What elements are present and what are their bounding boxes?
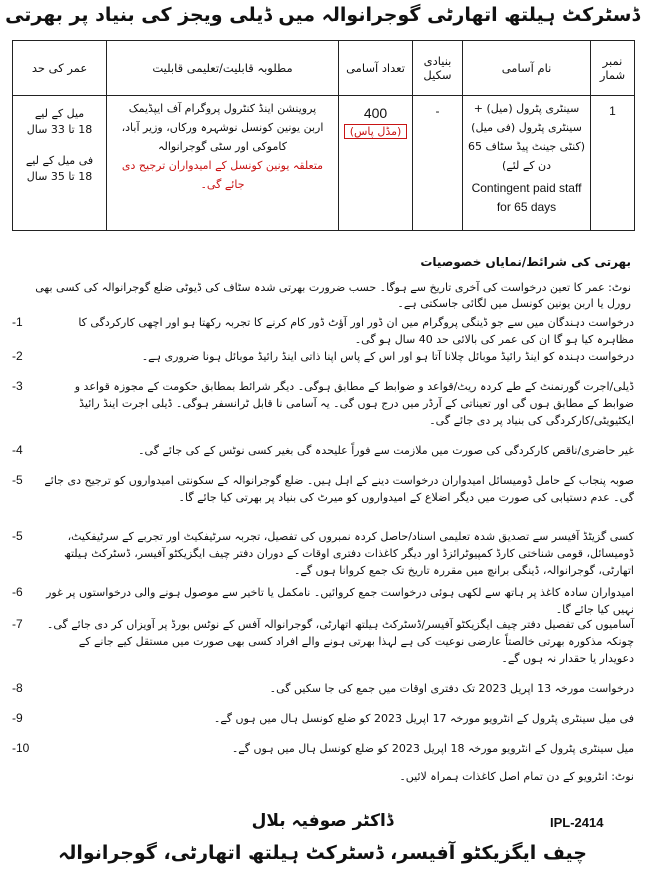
qual-line-2: اربن یونین کونسل نوشہرہ ورکاں، وزیر آباد، کاموکی اور سٹی گوجرانوالہ — [121, 121, 324, 153]
signature-title: چیف ایگزیکٹو آفیسر، ڈسٹرکٹ ہیلتھ اتھارٹی، گوجرانوالہ — [58, 842, 587, 864]
qual-line-3: متعلقہ یونین کونسل کے امیدواران ترجیح دی جائے گی۔ — [121, 159, 324, 191]
item-text: ڈیلی/اجرت گورنمنٹ کے طے کردہ ریٹ/قواعد و ضوابط کے مطابق ہوگی۔ دیگر شرائط بمطابق حکومت کے مجوزہ قواعد و ضوابط کے مطابق ہوں گی اور تعیناتی کے آرڈر میں درج ہوں گی۔ یہ آسامی نا قابل ٹرانسفر ہوگی۔ ڈیلی اجرت اینڈ رائیڈ ایکٹیویٹی/کارکردگی کی بنیاد پر دی جائے گی۔ — [74, 380, 634, 427]
list-item — [12, 378, 634, 429]
post-line-1: سینٹری پٹرول (میل) + — [473, 102, 580, 115]
item-text: میل سینٹری پٹرول کے انٹرویو مورخہ 18 اپریل 2023 کو ضلع کونسل ہال میں ہوں گے۔ — [231, 742, 634, 755]
header-scale: بنیادی سکیل — [413, 41, 463, 96]
cell-age — [13, 96, 107, 231]
qual-line-1: پروینشن اینڈ کنٹرول پروگرام آف ایپڈیمک — [128, 102, 317, 115]
item-number: -3 — [12, 379, 23, 393]
page-title: ڈسٹرکٹ ہیلتھ اتھارٹی گوجرانوالہ میں ڈیلی ویجز کی بنیاد پر بھرتی — [5, 4, 640, 26]
item-number: -7 — [12, 617, 23, 631]
header-post: نام آسامی — [463, 41, 591, 96]
cell-post — [463, 96, 591, 231]
header-qualification: مطلوبہ قابلیت/تعلیمی قابلیت — [107, 41, 339, 96]
count-qualification-badge: (مڈل پاس) — [344, 124, 408, 139]
cell-qualification — [107, 96, 339, 231]
cell-scale — [413, 96, 463, 231]
item-number: -2 — [12, 349, 23, 363]
item-number: -6 — [12, 585, 23, 599]
item-text: صوبہ پنجاب کے حامل ڈومیسائل امیدواران درخواست دینے کے اہل ہیں۔ ضلع گوجرانوالہ کے سکونتی امیدواروں کو ترجیح دی جائے گی۔ عدم دستیابی کی صورت میں دیگر اضلاع کے امیدواروں کو میرٹ کی بنیاد پر بھرتی کیا جائے گا۔ — [44, 474, 634, 504]
post-english: Contingent paid staff for 65 days — [471, 181, 582, 214]
item-text: امیدواران سادہ کاغذ پر ہاتھ سے لکھی ہوئی درخواست جمع کروائیں۔ نامکمل یا تاخیر سے موصول ہونے والی درخواستوں پر غور نہیں کیا جائے گا۔ — [46, 586, 634, 616]
item-text: درخواست دہندہ کو اینڈ رائیڈ موبائل چلانا آتا ہو اور اس کے پاس اپنا ذاتی اینڈ رائیڈ موبائل ہونا ضروری ہے۔ — [141, 350, 634, 363]
header-serial: نمبر شمار — [591, 41, 635, 96]
age-female-value: 18 تا 35 سال — [26, 170, 93, 183]
serial-value: 1 — [609, 104, 616, 118]
item-number: -10 — [12, 741, 30, 755]
list-item — [12, 472, 634, 506]
item-number: -8 — [12, 681, 23, 695]
item-number: -9 — [12, 711, 23, 725]
list-item — [12, 528, 634, 579]
age-female-label: فی میل کے لیے — [25, 154, 94, 167]
table-row — [13, 96, 635, 231]
cell-count — [339, 96, 413, 231]
item-number: -5 — [12, 529, 23, 543]
list-item — [12, 710, 634, 727]
post-line-2: سینٹری پٹرول (فی میل) — [471, 121, 582, 134]
list-item — [12, 584, 634, 618]
note-bottom-text: نوٹ: انٹرویو کے دن تمام اصل کاغذات ہمراہ لائیں۔ — [399, 770, 634, 783]
ipl-number: IPL-2414 — [550, 815, 604, 830]
item-text: کسی گزیٹڈ آفیسر سے تصدیق شدہ تعلیمی اسناد/حاصل کردہ نمبروں کی تفصیل، تجربہ سرٹیفکیٹ اور تجربے کے سرٹیفکیٹ، ڈومیسائل، قومی شناختی کارڈ کمپیوٹرائزڈ اور دیگر کاغذات دفتری اوقات کے دوران دفتر چیف ایگزیکٹو آفیسر، ڈسٹرکٹ ہیلتھ اتھارٹی، گوجرانوالہ، ڈینگی برانچ میں مقررہ تاریخ تک جمع کروانا ہوں گے۔ — [64, 530, 634, 577]
note-top: نوٹ: عمر کا تعین درخواست کی آخری تاریخ سے ہوگا۔ حسب ضرورت بھرتی شدہ سٹاف کی ڈیوٹی ضلع گوجرانوالہ کی کسی بھی رورل یا اربن یونین کونسل میں لگائی جاسکتی ہے۔ — [35, 281, 631, 310]
header-age: عمر کی حد — [13, 41, 107, 96]
item-text: آسامیوں کی تفصیل دفتر چیف ایگزیکٹو آفیسر/ڈسٹرکٹ ہیلتھ اتھارٹی، گوجرانوالہ آفس کے نوٹس بورڈ پر آویزاں کر دی جائے گی۔ چونکہ مذکورہ بھرتی خالصتاً عارضی نوعیت کی ہے لہذا بھرتی ہونے والے افراد کسی بھی صورت میں مستقل کیے جانے کے دعویدار یا حقدار نہ ہوں گے۔ — [46, 618, 634, 665]
list-item — [12, 680, 634, 697]
count-value: 400 — [363, 105, 388, 121]
item-number: -1 — [12, 315, 23, 329]
list-item — [12, 442, 634, 459]
post-line-3: (کنٹی جینٹ پیڈ سٹاف 65 دن کے لئے) — [467, 140, 585, 172]
item-number: -5 — [12, 473, 23, 487]
note-bottom — [12, 768, 634, 785]
scale-value: - — [435, 104, 440, 118]
item-text: فی میل سینٹری پٹرول کے انٹرویو مورخہ 17 اپریل 2023 کو ضلع کونسل ہال میں ہوں گے۔ — [213, 712, 634, 725]
item-number: -4 — [12, 443, 23, 457]
conditions-heading: بھرتی کی شرائط/نمایاں خصوصیات — [420, 255, 631, 269]
item-text: درخواست دہندگان میں سے جو ڈینگی پروگرام میں ان ڈور اور آؤٹ ڈور کام کرنے کا تجربہ رکھتا ہو اور اچھی کارکردگی کا مظاہرہ کیا ہو گا ان کی عمر کی بالائی حد 40 سال ہو گی۔ — [78, 316, 634, 346]
age-male-value: 18 تا 33 سال — [26, 123, 93, 136]
table-header-row — [13, 41, 635, 96]
list-item — [12, 348, 634, 365]
cell-serial — [591, 96, 635, 231]
list-item — [12, 314, 634, 348]
list-item — [12, 616, 634, 667]
jobs-table — [12, 40, 635, 231]
item-text: درخواست مورخہ 13 اپریل 2023 تک دفتری اوقات میں جمع کی جا سکیں گی۔ — [269, 682, 634, 695]
header-count: تعداد آسامی — [339, 41, 413, 96]
item-text: غیر حاضری/ناقص کارکردگی کی صورت میں ملازمت سے فوراً علیحدہ گی بغیر کسی نوٹس کے کی جائے گی۔ — [138, 444, 634, 457]
signature-name: ڈاکٹر صوفیہ بلال — [251, 811, 394, 831]
list-item — [12, 740, 634, 757]
age-male-label: میل کے لیے — [34, 107, 85, 120]
